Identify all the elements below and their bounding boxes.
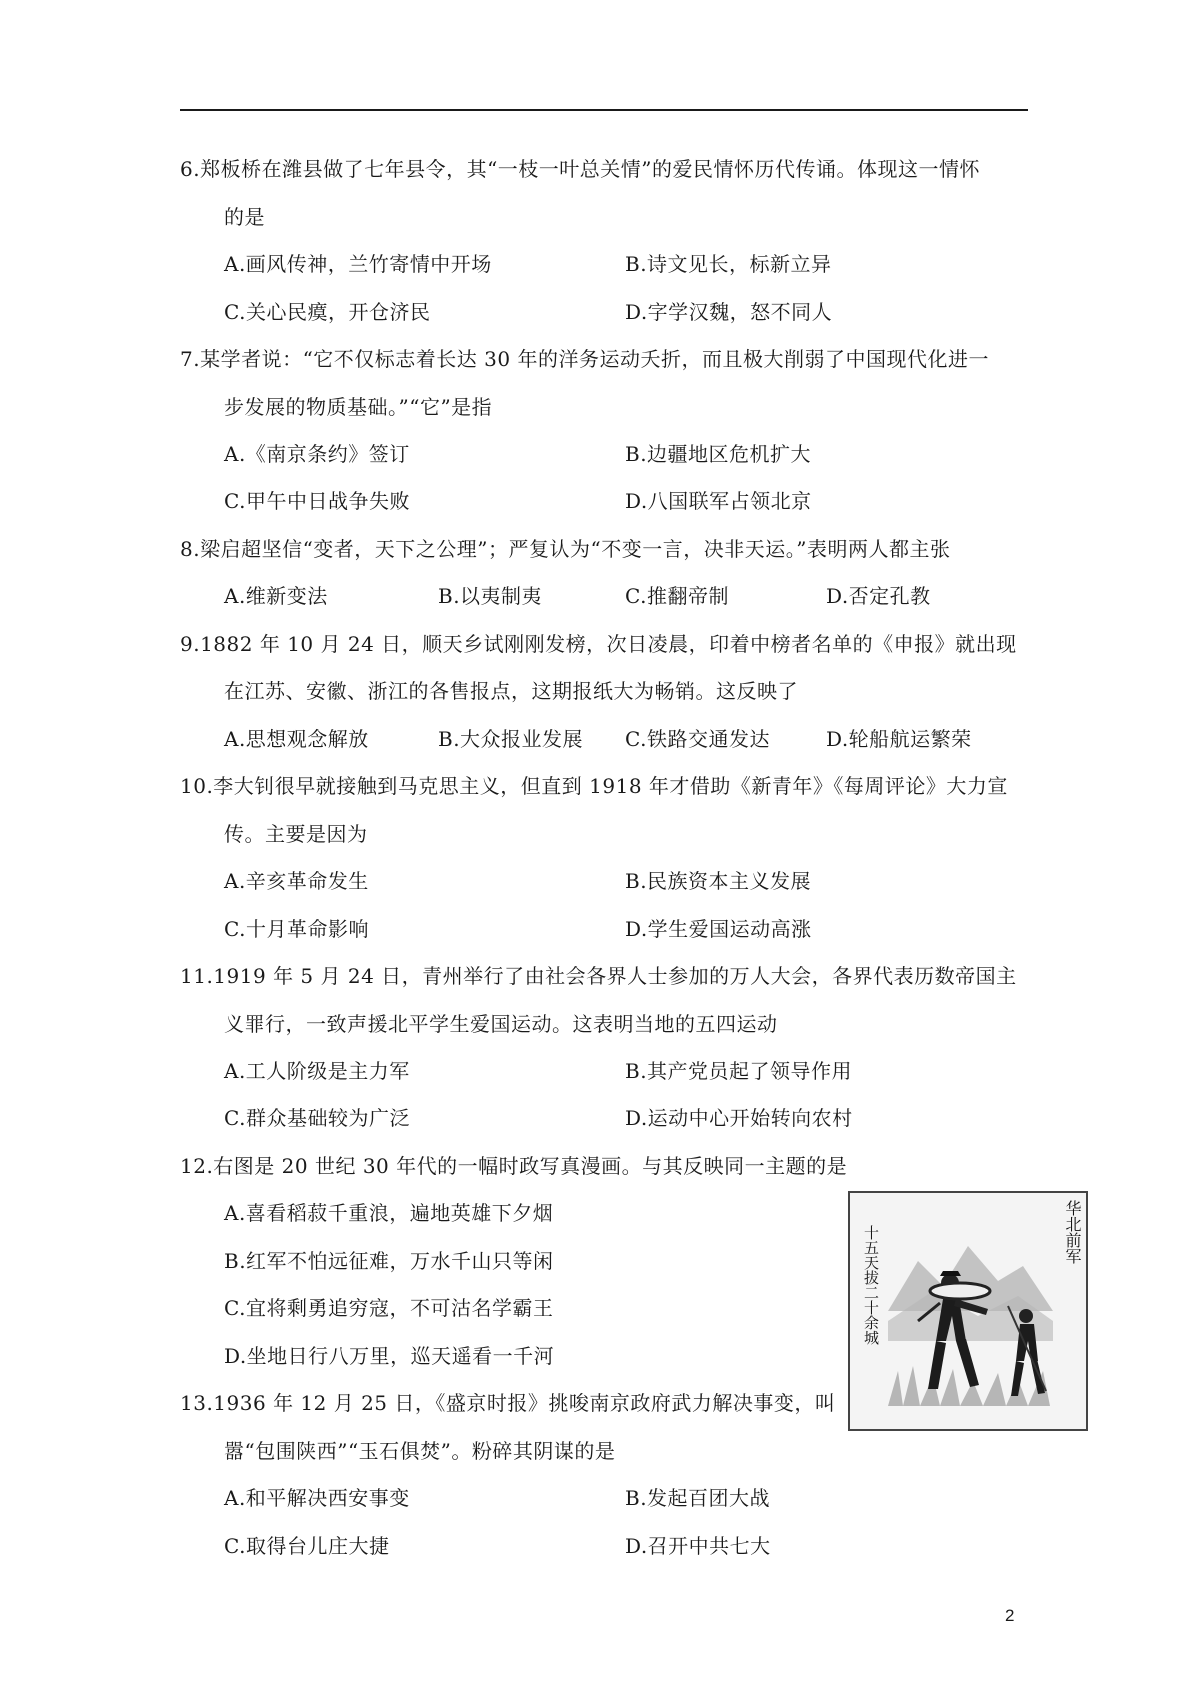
question-9-option-d: D.轮船航运繁荣 [826, 727, 972, 751]
question-8-option-a: A.维新变法 [224, 584, 328, 608]
question-12-option-a: A.喜看稻菽千重浪，遍地英雄下夕烟 [224, 1201, 554, 1225]
question-9-stem: 9.1882 年 10 月 24 日，顺天乡试刚刚发榜，次日凌晨，印着中榜者名单的《申报》就出现 [180, 632, 1017, 656]
cartoon-caption-right: 华北前军 [1063, 1200, 1082, 1264]
question-7-option-d: D.八国联军占领北京 [625, 489, 812, 513]
question-6-option-a: A.画风传神，兰竹寄情中开场 [224, 252, 492, 276]
question-8-option-d: D.否定孔教 [826, 584, 931, 608]
page-number: 2 [1005, 1606, 1015, 1625]
question-10-stem: 10.李大钊很早就接触到马克思主义，但直到 1918 年才借助《新青年》《每周评论》大力宣 [180, 774, 1008, 798]
question-11-option-d: D.运动中心开始转向农村 [625, 1106, 853, 1130]
question-7-option-b: B.边疆地区危机扩大 [625, 442, 812, 466]
question-7-option-c: C.甲午中日战争失败 [224, 489, 410, 513]
question-13-stem-cont: 嚣“包围陕西”“玉石俱焚”。粉碎其阴谋的是 [224, 1439, 616, 1463]
question-13-option-d: D.召开中共七大 [625, 1534, 771, 1558]
question-12-option-d: D.坐地日行八万里，巡天遥看一千河 [224, 1344, 555, 1368]
question-6-option-d: D.字学汉魏，怒不同人 [625, 300, 833, 324]
question-12-stem: 12.右图是 20 世纪 30 年代的一幅时政写真漫画。与其反映同一主题的是 [180, 1154, 848, 1178]
cartoon-caption-left: 十五天拔二十余城 [862, 1225, 880, 1345]
question-10-option-d: D.学生爱国运动高涨 [625, 917, 812, 941]
question-13-option-c: C.取得台儿庄大捷 [224, 1534, 390, 1558]
question-8-option-b: B.以夷制夷 [438, 584, 543, 608]
question-9-stem-cont: 在江苏、安徽、浙江的各售报点，这期报纸大为畅销。这反映了 [224, 679, 798, 703]
question-8-stem: 8.梁启超坚信“变者，天下之公理”；严复认为“不变一言，决非天运。”表明两人都主张 [180, 537, 951, 561]
question-6-stem: 6.郑板桥在潍县做了七年县令，其“一枝一叶总关情”的爱民情怀历代传诵。体现这一情怀 [180, 157, 981, 181]
question-7-option-a: A.《南京条约》签订 [224, 442, 410, 466]
question-7-stem: 7.某学者说：“它不仅标志着长达 30 年的洋务运动夭折，而且极大削弱了中国现代化进一 [180, 347, 989, 371]
question-11-option-b: B.其产党员起了领导作用 [625, 1059, 853, 1083]
question-10-stem-cont: 传。主要是因为 [224, 822, 368, 846]
question-9-option-c: C.铁路交通发达 [625, 727, 770, 751]
question-12-option-b: B.红军不怕远征难，万水千山只等闲 [224, 1249, 554, 1273]
question-11-stem: 11.1919 年 5 月 24 日，青州举行了由社会各界人士参加的万人大会，各界代表历数帝国主 [180, 964, 1017, 988]
question-10-option-c: C.十月革命影响 [224, 917, 369, 941]
question-6-stem-cont: 的是 [224, 205, 265, 229]
question-11-option-c: C.群众基础较为广泛 [224, 1106, 410, 1130]
question-11-option-a: A.工人阶级是主力军 [224, 1059, 410, 1083]
question-8-option-c: C.推翻帝制 [625, 584, 729, 608]
question-12-option-c: C.宜将剩勇追穷寇，不可沽名学霸王 [224, 1296, 554, 1320]
question-7-stem-cont: 步发展的物质基础。”“它”是指 [224, 395, 493, 419]
question-13-option-b: B.发起百团大战 [625, 1486, 771, 1510]
question-13-option-a: A.和平解决西安事变 [224, 1486, 410, 1510]
question-9-option-b: B.大众报业发展 [438, 727, 584, 751]
question-10-option-a: A.辛亥革命发生 [224, 869, 369, 893]
political-cartoon-illustration [848, 1191, 1088, 1431]
question-10-option-b: B.民族资本主义发展 [625, 869, 812, 893]
header-rule [180, 109, 1028, 111]
question-13-stem: 13.1936 年 12 月 25 日，《盛京时报》挑唆南京政府武力解决事变，叫 [180, 1391, 836, 1415]
question-6-option-b: B.诗文见长，标新立异 [625, 252, 832, 276]
question-11-stem-cont: 义罪行，一致声援北平学生爱国运动。这表明当地的五四运动 [224, 1012, 778, 1036]
question-9-option-a: A.思想观念解放 [224, 727, 369, 751]
question-6-option-c: C.关心民瘼，开仓济民 [224, 300, 431, 324]
